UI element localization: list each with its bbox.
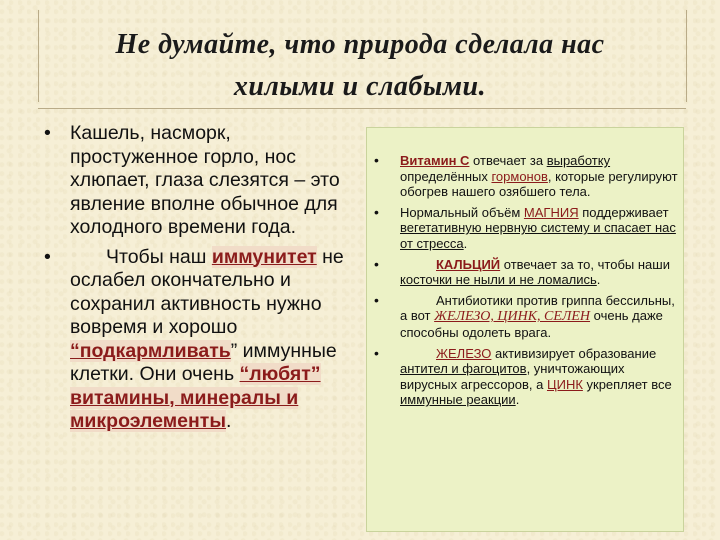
right-item-iron-zinc-selenium [372, 293, 680, 341]
bullet: • [374, 255, 379, 272]
right-item-1-text-3: , которые регулируют обогрев нашего озябшего тела. [400, 168, 678, 200]
right-item-calcium [372, 257, 680, 288]
title-line-1: Не думайте, что природа сделала нас [115, 29, 605, 60]
bullet: • [374, 291, 379, 308]
bullet: • [374, 344, 379, 361]
highlight-love: “любят” [239, 363, 321, 385]
highlight-iron: ЖЕЛЕЗО [436, 345, 492, 361]
right-item-magnesium [372, 205, 680, 252]
highlight-immunity: иммунитет [211, 245, 317, 268]
underline-immune-reactions: иммунные реакции [400, 392, 516, 408]
right-item-5-text-1: активизирует образование [491, 345, 657, 361]
right-item-1-text-1: отвечает за [469, 153, 547, 168]
left-item-immunity [38, 246, 354, 434]
bullet: • [374, 203, 379, 220]
right-item-5-text-3: укрепляет все [582, 376, 672, 392]
right-item-3-text-1: отвечает за то, чтобы наши [500, 256, 670, 272]
left-bullet-list [38, 122, 354, 440]
left-item-2-text-3: ” иммунные клетки. Они очень [70, 339, 337, 385]
right-item-2-text-2: поддерживает [578, 204, 669, 220]
highlight-zinc: ЦИНК [546, 376, 583, 392]
underline-bones: косточки не ныли и не ломались [400, 272, 597, 288]
highlight-vitamin-c: Витамин С [400, 153, 470, 168]
bullet: • [374, 152, 379, 168]
underline-antibodies: антител и фагоцитов [400, 361, 527, 377]
right-item-iron [372, 346, 680, 408]
left-item-2-text-2: не ослабел окончательно и сохранил активность нужно вовремя и хорошо [70, 245, 344, 338]
highlight-calcium: КАЛЬЦИЙ [436, 256, 501, 272]
right-item-3-text-2: . [596, 272, 601, 288]
highlight-magnesium: МАГНИЯ [523, 204, 579, 220]
title-line-2: хилыми и слабыми. [233, 71, 487, 102]
right-bullet-list [372, 153, 680, 413]
slide-title [50, 24, 670, 108]
highlight-vitamins: витамины, минералы и микроэлементы [70, 386, 299, 432]
right-item-2-text-1: Нормальный объём [400, 204, 524, 220]
right-item-1-text-2: определённых [400, 168, 492, 184]
right-margin-line [686, 10, 687, 102]
right-item-vitamin-c [372, 153, 680, 200]
left-item-cold-symptoms [38, 122, 354, 240]
bullet: • [44, 122, 51, 144]
bullet: • [44, 245, 51, 268]
right-item-5-text-2: , уничтожающих вирусных агрессоров, а [400, 361, 625, 392]
right-item-2-text-3: . [463, 235, 468, 251]
highlight-iron-zinc-selenium: ЖЕЛЕЗО, ЦИНК, СЕЛЕН [434, 309, 591, 325]
highlight-hormones: гормонов [491, 168, 548, 184]
left-item-2-text-1: Чтобы наш [106, 245, 212, 268]
right-item-4-text-2: очень даже способны одолеть врага. [400, 308, 663, 340]
title-divider [38, 108, 686, 109]
underline-production: выработку [546, 153, 611, 168]
left-item-2-text-5: . [226, 410, 232, 432]
highlight-feed: “подкармливать [70, 339, 231, 362]
right-item-4-text-1: Антибиотики против гриппа бессильны, а вот [400, 292, 675, 324]
left-item-1-text: Кашель, насморк, простуженное горло, нос хлюпает, глаза слезятся – это явление вполне обычное для холодного времени года. [70, 122, 340, 238]
underline-nervous-system: вегетативную нервную систему и спасает нас от стресса [400, 220, 676, 251]
left-margin-line [38, 10, 39, 102]
right-item-5-text-4: . [515, 392, 520, 408]
